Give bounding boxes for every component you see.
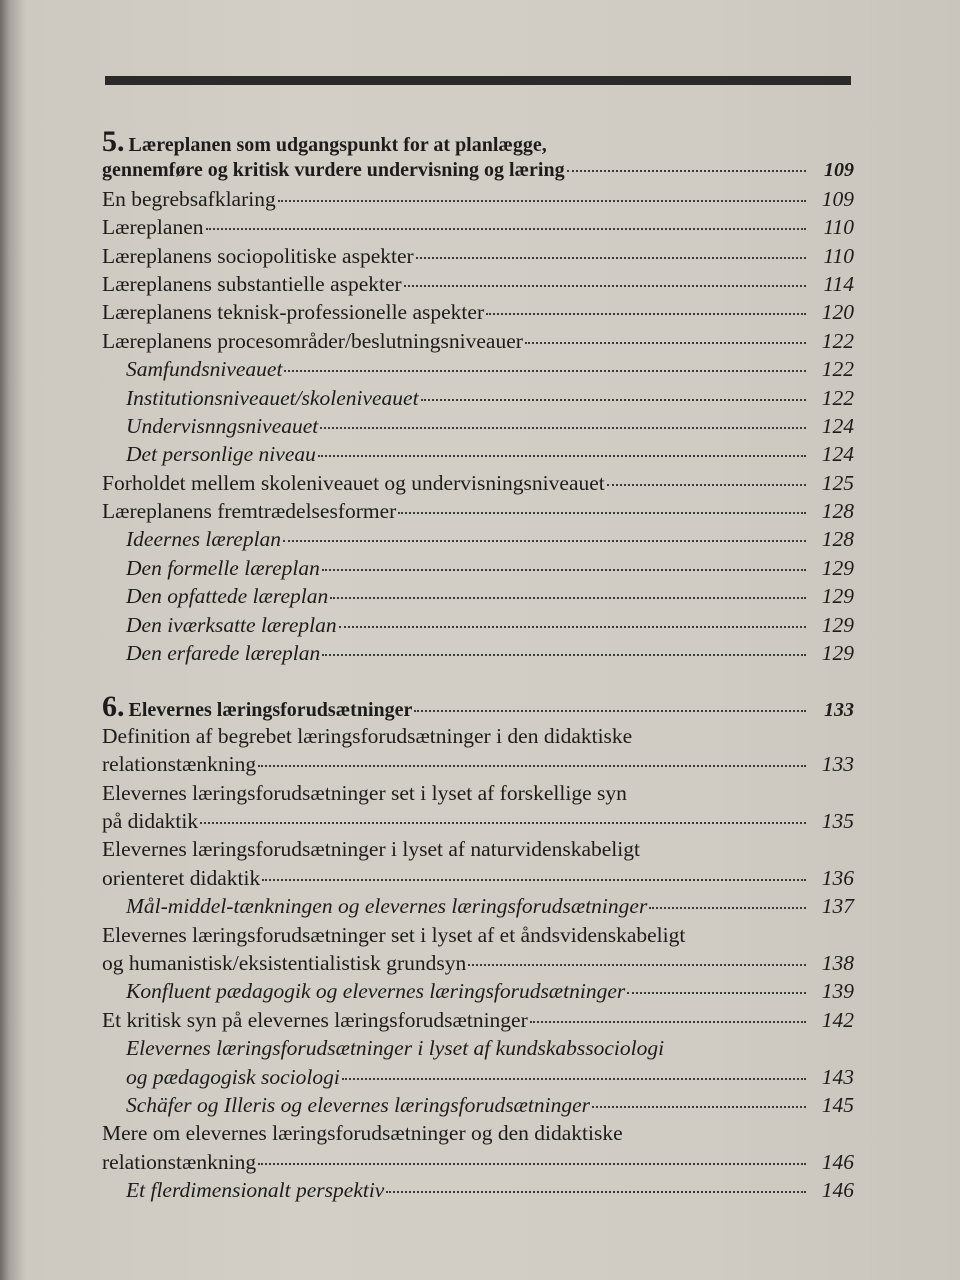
toc-line [102,779,854,807]
toc-entry [102,384,854,412]
page-number: 114 [823,271,854,296]
entry-title: og humanistisk/eksistentialistisk grundsyn [102,950,467,975]
entry-title: Den opfattede læreplan [126,584,329,609]
entry-title: og pædagogisk sociologi [126,1064,340,1089]
entry-title: Det personlige niveau [126,442,316,467]
toc-line [102,469,854,497]
dot-leader [416,257,806,259]
toc-entry [102,497,854,525]
page-number: 124 [821,442,854,467]
toc-line [102,1148,854,1176]
toc-line [102,582,854,610]
entry-title: Læreplanens sociopolitiske aspekter [102,243,414,268]
entry-title: Et flerdimensionalt perspektiv [126,1178,385,1203]
entry-title: Elevernes læringsforudsætninger [128,699,413,722]
entry-title: Institutionsniveauet/skoleniveauet [126,385,419,410]
toc-line [102,242,854,270]
entry-title: Læreplanens substantielle aspekter [102,271,402,296]
dot-leader [318,455,806,457]
page-number: 129 [821,612,854,637]
page-number: 142 [821,1007,854,1032]
toc-line [102,440,854,468]
dot-leader [567,170,806,172]
toc-entry [102,639,854,667]
toc-line [102,412,854,440]
entry-title: Undervisnngsniveauet [126,413,319,438]
toc-line [102,722,854,750]
toc-line [102,1176,854,1204]
entry-title: gennemføre og kritisk vurdere undervisning og læring [102,159,565,182]
toc-entry [102,270,854,298]
dot-leader [649,907,806,909]
toc-entry [102,525,854,553]
entry-title: Mål-middel-tænkningen og elevernes læringsforudsætninger [126,894,648,919]
chapter-gap [102,667,854,693]
toc-line [102,213,854,241]
toc-entry [102,213,854,241]
dot-leader [607,484,806,486]
page-number: 136 [821,865,854,890]
entry-title: Ideernes læreplan [126,527,282,552]
toc-entry [102,327,854,355]
page-number: 122 [821,385,854,410]
entry-title: Læreplanen [102,215,204,240]
table-of-contents [102,125,854,1204]
dot-leader [258,765,806,767]
page-number: 122 [821,357,854,382]
toc-entry [102,1176,854,1204]
toc-line [102,355,854,383]
entry-title: Schäfer og Illeris og elevernes læringsforudsætninger [126,1092,591,1117]
page-number: 124 [821,413,854,438]
page-number: 146 [821,1149,854,1174]
toc-line [102,554,854,582]
page-number: 135 [821,808,854,833]
entry-title: Elevernes læringsforudsætninger set i lyset af forskellige syn [102,780,627,805]
toc-entry [102,582,854,610]
page-number: 120 [821,300,854,325]
toc-entry [102,1119,854,1176]
toc-line [102,327,854,355]
toc-entry [102,185,854,213]
toc-entry [102,355,854,383]
dot-leader [627,992,806,994]
dot-leader [342,1078,806,1080]
toc-entry [102,779,854,836]
entry-title: relationstænkning [102,752,257,777]
entry-title: Den formelle læreplan [126,555,320,580]
page-number: 137 [821,894,854,919]
dot-leader [486,313,806,315]
entry-title: Den iværksatte læreplan [126,612,337,637]
dot-leader [320,427,806,429]
page-number: 110 [823,243,854,268]
dot-leader [262,879,806,881]
toc-line [102,497,854,525]
toc-line [102,835,854,863]
entry-title: Et kritisk syn på elevernes læringsforudsætninger [102,1007,528,1032]
entry-title: Læreplanens fremtrædelsesformer [102,499,397,524]
toc-line [102,864,854,892]
page-number: 128 [821,527,854,552]
entry-title: Elevernes læringsforudsætninger i lyset af naturvidenskabeligt [102,837,640,862]
page-number: 143 [821,1064,854,1089]
page-number: 129 [821,584,854,609]
toc-entry [102,242,854,270]
page-number: 129 [821,641,854,666]
toc-entry [102,722,854,779]
page-number: 133 [824,699,854,722]
toc-line [102,807,854,835]
toc-line [102,384,854,412]
toc-line [102,1119,854,1147]
toc-line [102,1091,854,1119]
page-number: 109 [824,159,854,182]
toc-line [102,892,854,920]
toc-line [102,185,854,213]
chapter-number: 5. [102,125,125,158]
dot-leader [421,399,806,401]
dot-leader [258,1163,806,1165]
entry-title: Elevernes læringsforudsætninger set i lyset af et åndsvidenskabeligt [102,922,686,947]
page-number: 138 [821,950,854,975]
entry-title: på didaktik [102,808,199,833]
dot-leader [283,540,806,542]
toc-entry [102,1091,854,1119]
toc-entry [102,412,854,440]
toc-line [102,750,854,778]
toc-line [102,611,854,639]
entry-title: Konfluent pædagogik og elevernes læringsforudsætninger [126,979,626,1004]
dot-leader [386,1191,806,1193]
entry-title: Mere om elevernes læringsforudsætninger og den didaktiske [102,1121,623,1146]
dot-leader [322,569,806,571]
page-number: 125 [821,470,854,495]
toc-entry [102,298,854,326]
dot-leader [530,1021,806,1023]
page-number: 122 [821,328,854,353]
page-number: 129 [821,555,854,580]
toc-line [102,690,854,724]
entry-title: relationstænkning [102,1149,257,1174]
toc-entry [102,440,854,468]
toc-line [102,1006,854,1034]
toc-entry [102,921,854,978]
entry-title: orienteret didaktik [102,865,261,890]
dot-leader [414,710,806,712]
entry-title: Læreplanens procesområder/beslutningsniveauer [102,328,523,353]
chapter-number: 6. [102,690,125,724]
entry-title: Forholdet mellem skoleniveauet og undervisningsniveauet [102,470,605,495]
toc-entry [102,892,854,920]
toc-entry [102,835,854,892]
toc-line [102,1034,854,1062]
toc-line [102,298,854,326]
toc-line [102,977,854,1005]
dot-leader [206,228,807,230]
dot-leader [284,370,806,372]
toc-line [102,156,854,184]
toc-line [102,1063,854,1091]
entry-title: Læreplanens teknisk-professionelle aspekter [102,300,485,325]
chapter-title-entry [102,125,854,185]
page-number: 128 [821,499,854,524]
toc-entry [102,977,854,1005]
toc-entry [102,554,854,582]
page-number: 133 [821,752,854,777]
toc-line [102,125,854,158]
chapter-title-entry [102,690,854,724]
dot-leader [200,822,806,824]
dot-leader [592,1106,806,1108]
dot-leader [322,654,806,656]
dot-leader [278,200,806,202]
entry-title: Samfundsniveauet [126,357,283,382]
page-number: 139 [821,979,854,1004]
dot-leader [330,597,806,599]
entry-title: Definition af begrebet læringsforudsætninger i den didaktiske [102,723,633,748]
entry-title: En begrebsafklaring [102,186,276,211]
toc-entry [102,1034,854,1091]
toc-line [102,639,854,667]
page-number: 110 [823,215,854,240]
toc-line [102,949,854,977]
toc-entry [102,469,854,497]
header-rule [105,76,851,85]
toc-entry [102,611,854,639]
dot-leader [525,342,806,344]
page-number: 146 [821,1178,854,1203]
dot-leader [468,964,806,966]
entry-title: Den erfarede læreplan [126,641,321,666]
toc-line [102,525,854,553]
dot-leader [398,512,806,514]
entry-title: Elevernes læringsforudsætninger i lyset af kundskabssociologi [126,1036,665,1061]
toc-line [102,921,854,949]
page-number: 145 [821,1092,854,1117]
entry-title: Læreplanen som udgangspunkt for at planlægge, [128,134,547,156]
toc-entry [102,1006,854,1034]
dot-leader [404,285,806,287]
page-number: 109 [821,186,854,211]
dot-leader [339,626,806,628]
toc-line [102,270,854,298]
